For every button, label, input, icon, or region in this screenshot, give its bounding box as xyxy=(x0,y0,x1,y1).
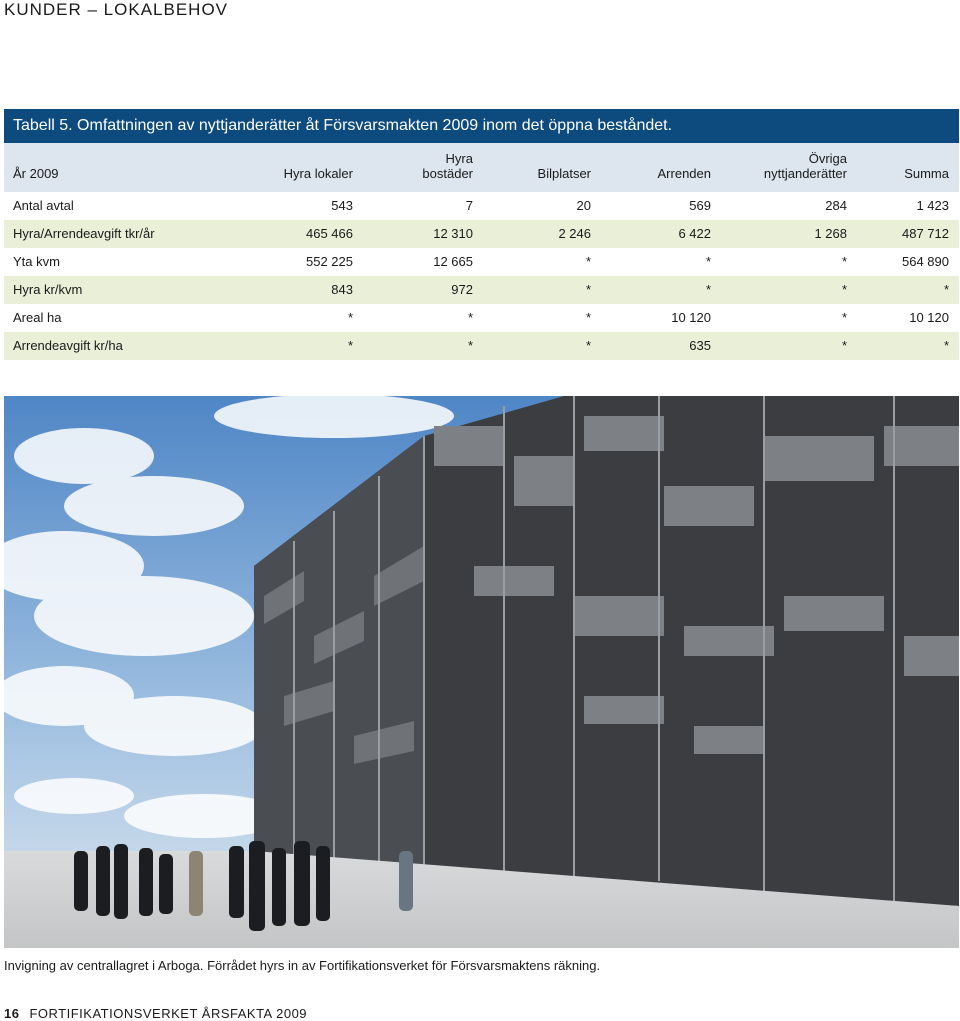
table-cell: * xyxy=(705,254,711,269)
table-cell: * xyxy=(585,310,591,325)
table-header-row xyxy=(4,143,959,192)
table-cell: * xyxy=(585,338,591,353)
row-label: Arrendeavgift kr/ha xyxy=(13,338,123,353)
table-cell: 1 423 xyxy=(916,198,949,213)
table-cell: * xyxy=(841,338,847,353)
table-cell: 543 xyxy=(331,198,353,213)
table-cell: 12 310 xyxy=(433,226,473,241)
column-header-hyra-bostader: Hyra bostäder xyxy=(422,151,473,181)
table-cell: 7 xyxy=(465,198,473,213)
table-cell: * xyxy=(467,310,473,325)
table-cell: 1 268 xyxy=(814,226,847,241)
table-cell: 10 120 xyxy=(909,310,949,325)
table-cell: 465 466 xyxy=(306,226,353,241)
table-cell: 10 120 xyxy=(671,310,711,325)
column-header-hyra-lokaler: Hyra lokaler xyxy=(283,166,353,181)
column-header-summa: Summa xyxy=(904,166,949,181)
table-cell: 2 246 xyxy=(558,226,591,241)
page-footer xyxy=(4,1006,307,1021)
table-row xyxy=(4,332,959,360)
table-cell: 487 712 xyxy=(902,226,949,241)
table-cell: * xyxy=(841,254,847,269)
column-header-year: År 2009 xyxy=(13,166,59,181)
table-cell: * xyxy=(943,282,949,297)
table-cell: 552 225 xyxy=(306,254,353,269)
table-row xyxy=(4,248,959,276)
table-cell: 20 xyxy=(576,198,591,213)
table-cell: * xyxy=(841,310,847,325)
column-header-ovriga: Övriga nyttjanderätter xyxy=(763,151,847,181)
column-header-bilplatser: Bilplatser xyxy=(537,166,591,181)
column-header-arrenden: Arrenden xyxy=(657,166,711,181)
table-title: Tabell 5. Omfattningen av nyttjanderätter åt Försvarsmakten 2009 inom det öppna beståndet. xyxy=(4,109,959,143)
table-cell: 12 665 xyxy=(433,254,473,269)
table-cell: 6 422 xyxy=(678,226,711,241)
table-row xyxy=(4,276,959,304)
table-cell: 635 xyxy=(689,338,711,353)
table-cell: * xyxy=(943,338,949,353)
table-cell: 569 xyxy=(689,198,711,213)
table-cell: 843 xyxy=(331,282,353,297)
data-table xyxy=(4,109,959,360)
row-label: Yta kvm xyxy=(13,254,60,269)
table-cell: * xyxy=(347,338,353,353)
table-row xyxy=(4,220,959,248)
table-cell: 972 xyxy=(451,282,473,297)
photo-caption: Invigning av centrallagret i Arboga. Förrådet hyrs in av Fortifikationsverket för Försvarsmaktens räkning. xyxy=(4,958,601,973)
table-cell: * xyxy=(705,282,711,297)
table-cell: * xyxy=(347,310,353,325)
row-label: Hyra/Arrendeavgift tkr/år xyxy=(13,226,155,241)
table-row xyxy=(4,304,959,332)
table-cell: 564 890 xyxy=(902,254,949,269)
row-label: Hyra kr/kvm xyxy=(13,282,83,297)
table-cell: * xyxy=(585,254,591,269)
section-header: KUNDER – LOKALBEHOV xyxy=(4,0,229,19)
table-cell: * xyxy=(467,338,473,353)
table-cell: * xyxy=(841,282,847,297)
row-label: Areal ha xyxy=(13,310,62,325)
building-photo xyxy=(4,396,959,948)
table-cell: * xyxy=(585,282,591,297)
publication-title: FORTIFIKATIONSVERKET ÅRSFAKTA 2009 xyxy=(29,1006,308,1021)
row-label: Antal avtal xyxy=(13,198,74,213)
table-cell: 284 xyxy=(825,198,847,213)
page-number: 16 xyxy=(4,1006,20,1021)
table-row xyxy=(4,192,959,220)
